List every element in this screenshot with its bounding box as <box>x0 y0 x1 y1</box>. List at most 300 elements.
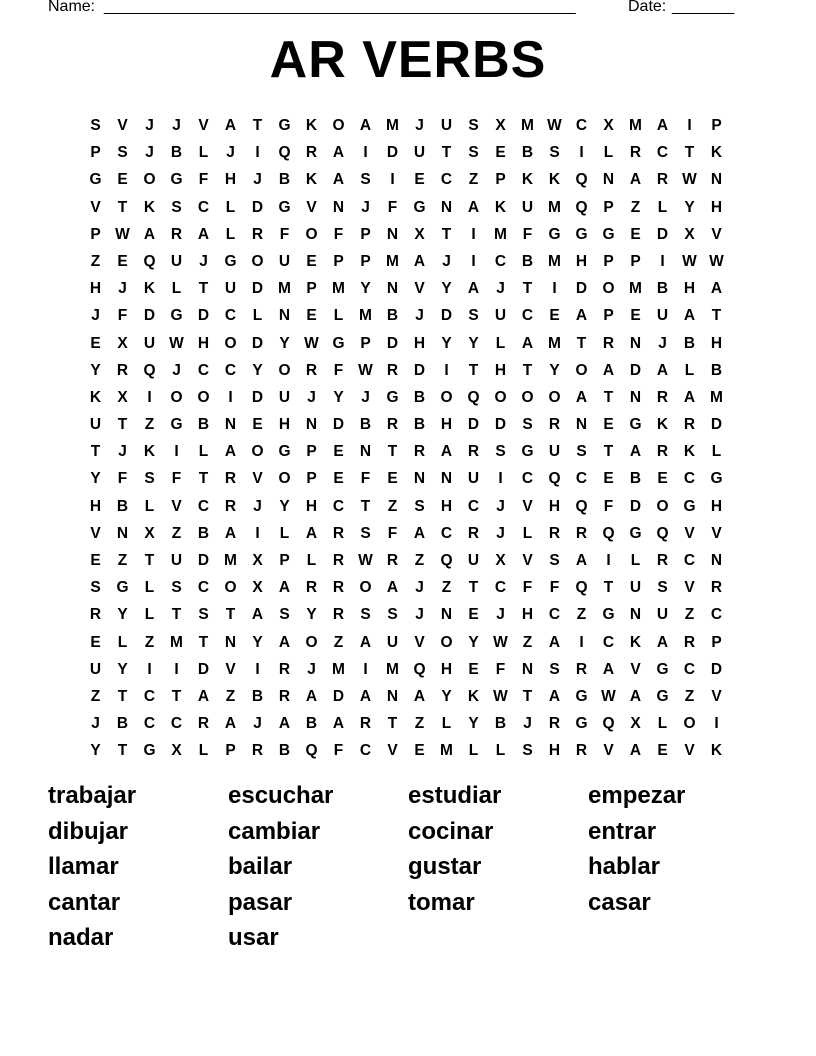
grid-letter: V <box>711 225 722 243</box>
grid-letter: H <box>305 497 318 515</box>
grid-letter: A <box>467 280 480 298</box>
grid-letter: Q <box>656 524 669 542</box>
grid-letter: R <box>467 443 480 461</box>
grid-letter: I <box>579 144 584 162</box>
grid-letter: F <box>333 225 344 243</box>
grid-letter: R <box>683 416 696 434</box>
grid-letter: P <box>306 470 317 488</box>
grid-letter: W <box>682 252 697 270</box>
grid-letter: Y <box>90 742 101 760</box>
grid-letter: L <box>441 715 452 733</box>
grid-letter: R <box>305 579 318 597</box>
grid-letter: C <box>548 606 561 624</box>
grid-letter: Z <box>414 552 425 569</box>
grid-letter: H <box>197 334 210 352</box>
grid-letter: P <box>495 171 506 189</box>
grid-letter: L <box>603 144 614 162</box>
grid-letter: J <box>415 117 424 134</box>
grid-letter: D <box>332 416 345 434</box>
grid-letter: G <box>89 171 102 189</box>
grid-letter: A <box>548 687 561 705</box>
grid-letter: D <box>629 497 642 515</box>
grid-letter: T <box>198 470 209 488</box>
grid-letter: S <box>117 144 128 162</box>
grid-letter: L <box>198 742 209 760</box>
grid-letter: H <box>413 334 426 352</box>
grid-letter: V <box>90 198 101 216</box>
grid-letter: L <box>252 307 263 325</box>
grid-letter: R <box>629 144 642 162</box>
word-list-item: cantar <box>48 888 121 916</box>
grid-letter: A <box>602 660 615 678</box>
grid-letter: H <box>278 416 291 434</box>
grid-letter: N <box>710 171 723 189</box>
grid-letter: E <box>306 252 317 270</box>
grid-letter: C <box>710 606 723 624</box>
grid-letter: C <box>656 144 669 162</box>
grid-letter: B <box>251 687 264 705</box>
grid-letter: T <box>144 552 155 569</box>
grid-letter: I <box>228 388 233 406</box>
grid-letter: H <box>710 198 723 216</box>
grid-letter: L <box>144 606 155 624</box>
grid-letter: X <box>117 334 128 352</box>
grid-letter: R <box>467 524 480 542</box>
grid-letter: C <box>224 361 237 379</box>
grid-letter: P <box>360 252 371 270</box>
grid-letter: M <box>548 198 561 216</box>
grid-letter: H <box>710 334 723 352</box>
grid-letter: E <box>252 416 263 434</box>
grid-letter: A <box>575 388 588 406</box>
grid-letter: A <box>332 715 345 733</box>
grid-letter: A <box>359 687 372 705</box>
grid-letter: C <box>683 470 696 488</box>
grid-letter: J <box>118 280 127 298</box>
word-list-item: cambiar <box>228 817 321 845</box>
grid-letter: W <box>115 225 130 243</box>
grid-letter: N <box>710 552 723 569</box>
grid-letter: D <box>710 416 723 434</box>
grid-letter: P <box>630 252 641 270</box>
grid-letter: F <box>117 470 128 488</box>
grid-letter: D <box>413 361 426 379</box>
grid-letter: V <box>711 524 722 542</box>
grid-letter: U <box>170 252 183 270</box>
grid-letter: R <box>332 552 345 569</box>
grid-letter: S <box>198 606 209 624</box>
grid-letter: Z <box>522 633 533 651</box>
grid-letter: B <box>413 416 426 434</box>
grid-letter: P <box>603 307 614 325</box>
grid-letter: C <box>440 171 453 189</box>
grid-letter: D <box>710 660 723 678</box>
grid-letter: Y <box>117 606 128 624</box>
grid-letter: M <box>170 633 183 651</box>
grid-letter: G <box>683 497 696 515</box>
grid-letter: C <box>143 715 156 733</box>
grid-letter: L <box>198 144 209 162</box>
grid-letter: Z <box>684 606 695 624</box>
grid-letter: O <box>440 388 453 406</box>
grid-letter: E <box>90 552 101 569</box>
grid-letter: S <box>468 117 479 134</box>
grid-letter: V <box>684 524 695 542</box>
grid-letter: I <box>174 443 179 461</box>
grid-letter: A <box>575 552 588 569</box>
grid-letter: A <box>656 633 669 651</box>
grid-letter: O <box>170 388 183 406</box>
grid-letter: N <box>224 633 237 651</box>
grid-letter: X <box>252 579 263 597</box>
grid-letter: B <box>683 334 696 352</box>
grid-letter: S <box>549 552 560 569</box>
grid-letter: B <box>197 416 210 434</box>
grid-letter: J <box>253 497 262 515</box>
grid-letter: P <box>279 552 290 569</box>
grid-letter: G <box>386 388 399 406</box>
grid-letter: N <box>629 334 642 352</box>
grid-letter: E <box>90 633 101 651</box>
grid-letter: M <box>629 117 642 134</box>
word-list-item: trabajar <box>48 782 137 809</box>
grid-letter: L <box>630 552 641 569</box>
grid-letter: D <box>251 334 264 352</box>
grid-letter: G <box>656 660 669 678</box>
grid-letter: O <box>602 280 615 298</box>
grid-letter: P <box>360 225 371 243</box>
grid-letter: R <box>548 524 561 542</box>
grid-letter: A <box>251 606 264 624</box>
grid-letter: G <box>278 198 291 216</box>
grid-letter: N <box>440 198 453 216</box>
grid-letter: N <box>332 198 345 216</box>
grid-letter: Z <box>468 171 479 189</box>
grid-letter: K <box>143 198 156 216</box>
grid-letter: Q <box>602 524 615 542</box>
grid-letter: B <box>710 361 723 379</box>
grid-letter: K <box>710 742 723 760</box>
grid-letter: A <box>332 144 345 162</box>
grid-letter: R <box>332 579 345 597</box>
grid-letter: A <box>197 687 210 705</box>
grid-letter: C <box>197 579 210 597</box>
grid-letter: Q <box>575 579 588 597</box>
grid-letter: U <box>656 606 669 624</box>
grid-letter: U <box>494 307 507 325</box>
grid-letter: F <box>198 171 209 189</box>
grid-letter: A <box>224 715 237 733</box>
grid-letter: C <box>359 742 372 760</box>
grid-letter: B <box>629 470 642 488</box>
grid-letter: E <box>657 470 668 488</box>
grid-letter: Y <box>684 198 695 216</box>
grid-letter: B <box>197 524 210 542</box>
grid-letter: X <box>414 225 425 243</box>
grid-letter: E <box>549 307 560 325</box>
grid-letter: A <box>440 443 453 461</box>
grid-letter: E <box>90 334 101 352</box>
grid-letter: D <box>143 307 156 325</box>
grid-letter: E <box>117 171 128 189</box>
grid-letter: K <box>89 388 102 406</box>
grid-letter: D <box>494 416 507 434</box>
grid-letter: D <box>332 687 345 705</box>
grid-letter: R <box>656 443 669 461</box>
grid-letter: A <box>224 443 237 461</box>
grid-letter: R <box>224 470 237 488</box>
grid-letter: N <box>629 606 642 624</box>
grid-letter: T <box>603 388 614 406</box>
grid-letter: B <box>656 280 669 298</box>
grid-letter: N <box>116 524 129 542</box>
grid-letter: R <box>224 497 237 515</box>
grid-letter: C <box>332 497 345 515</box>
grid-letter: I <box>471 252 476 270</box>
grid-letter: R <box>116 361 129 379</box>
grid-letter: I <box>147 388 152 406</box>
grid-letter: J <box>253 715 262 733</box>
grid-letter: A <box>629 687 642 705</box>
grid-letter: J <box>361 388 370 406</box>
grid-letter: C <box>170 715 183 733</box>
grid-letter: M <box>386 117 399 134</box>
grid-letter: G <box>143 742 156 760</box>
word-list-item: nadar <box>48 924 114 951</box>
grid-letter: T <box>603 579 614 597</box>
grid-letter: S <box>468 307 479 325</box>
grid-letter: C <box>494 252 507 270</box>
grid-letter: G <box>170 416 183 434</box>
page-title: AR VERBS <box>269 31 547 89</box>
grid-letter: L <box>333 307 344 325</box>
grid-letter: M <box>332 660 345 678</box>
grid-letter: J <box>118 443 127 461</box>
grid-letter: V <box>711 687 722 705</box>
grid-letter: Z <box>117 552 128 569</box>
grid-letter: R <box>332 524 345 542</box>
grid-letter: J <box>91 715 100 733</box>
word-search-grid <box>82 112 730 765</box>
grid-letter: R <box>656 171 669 189</box>
grid-letter: A <box>224 524 237 542</box>
grid-letter: T <box>522 687 533 705</box>
grid-letter: U <box>170 552 183 569</box>
grid-letter: L <box>684 361 695 379</box>
grid-letter: L <box>495 742 506 760</box>
grid-letter: E <box>387 470 398 488</box>
grid-letter: J <box>415 606 424 624</box>
grid-letter: U <box>278 252 291 270</box>
grid-letter: I <box>606 552 611 569</box>
grid-letter: I <box>255 660 260 678</box>
grid-letter: N <box>386 225 399 243</box>
grid-letter: E <box>630 307 641 325</box>
grid-letter: P <box>711 633 722 651</box>
grid-letter: Q <box>575 171 588 189</box>
grid-letter: H <box>89 497 102 515</box>
grid-letter: O <box>224 334 237 352</box>
grid-letter: G <box>575 715 588 733</box>
grid-letter: F <box>117 307 128 325</box>
word-list-item: dibujar <box>48 817 129 845</box>
grid-letter: P <box>711 117 722 134</box>
grid-letter: U <box>467 552 480 569</box>
grid-letter: C <box>467 497 480 515</box>
grid-letter: I <box>174 660 179 678</box>
grid-letter: Q <box>575 198 588 216</box>
grid-letter: G <box>332 334 345 352</box>
grid-letter: Y <box>279 497 290 515</box>
grid-letter: A <box>548 633 561 651</box>
grid-letter: S <box>360 524 371 542</box>
grid-letter: I <box>255 524 260 542</box>
grid-letter: Z <box>576 606 587 624</box>
grid-letter: B <box>494 715 507 733</box>
grid-letter: G <box>548 225 561 243</box>
grid-letter: H <box>440 660 453 678</box>
grid-letter: Y <box>252 633 263 651</box>
grid-letter: G <box>224 252 237 270</box>
grid-letter: V <box>414 633 425 651</box>
grid-letter: J <box>523 715 532 733</box>
grid-letter: V <box>198 117 209 134</box>
grid-letter: W <box>493 633 508 651</box>
grid-letter: P <box>306 280 317 298</box>
grid-letter: S <box>549 660 560 678</box>
grid-letter: R <box>170 225 183 243</box>
grid-letter: U <box>629 579 642 597</box>
grid-letter: E <box>495 144 506 162</box>
grid-letter: S <box>657 579 668 597</box>
word-list-item: llamar <box>48 853 119 880</box>
grid-letter: F <box>495 660 506 678</box>
grid-letter: J <box>145 117 154 134</box>
grid-letter: X <box>603 117 614 134</box>
grid-letter: A <box>629 171 642 189</box>
grid-letter: G <box>521 443 534 461</box>
grid-letter: T <box>711 307 722 325</box>
grid-letter: V <box>684 742 695 760</box>
grid-letter: U <box>521 198 534 216</box>
grid-letter: W <box>358 552 373 569</box>
grid-letter: R <box>683 633 696 651</box>
grid-letter: N <box>305 416 318 434</box>
grid-letter: M <box>359 307 372 325</box>
grid-letter: H <box>224 171 237 189</box>
grid-letter: V <box>630 660 641 678</box>
grid-letter: S <box>144 470 155 488</box>
grid-letter: A <box>413 524 426 542</box>
grid-letter: T <box>441 225 452 243</box>
grid-letter: M <box>548 334 561 352</box>
grid-letter: Q <box>548 470 561 488</box>
grid-letter: E <box>414 171 425 189</box>
grid-letter: D <box>251 198 264 216</box>
word-list-item: entrar <box>588 817 657 845</box>
grid-letter: T <box>117 198 128 216</box>
grid-letter: A <box>467 198 480 216</box>
grid-letter: H <box>521 606 534 624</box>
grid-letter: Y <box>549 361 560 379</box>
grid-letter: A <box>710 280 723 298</box>
grid-letter: I <box>552 280 557 298</box>
grid-letter: O <box>251 443 264 461</box>
grid-letter: Q <box>575 497 588 515</box>
grid-letter: W <box>682 171 697 189</box>
grid-letter: O <box>440 633 453 651</box>
grid-letter: J <box>172 117 181 134</box>
grid-letter: L <box>117 633 128 651</box>
grid-letter: F <box>171 470 182 488</box>
grid-letter: D <box>575 280 588 298</box>
grid-letter: F <box>360 470 371 488</box>
grid-letter: M <box>440 742 453 760</box>
grid-letter: S <box>279 606 290 624</box>
grid-letter: R <box>575 660 588 678</box>
grid-letter: A <box>224 117 237 134</box>
grid-letter: G <box>602 225 615 243</box>
grid-letter: J <box>658 334 667 352</box>
grid-letter: O <box>143 171 156 189</box>
grid-letter: O <box>305 633 318 651</box>
grid-letter: O <box>197 388 210 406</box>
grid-letter: L <box>468 742 479 760</box>
grid-letter: Z <box>90 252 101 270</box>
grid-letter: G <box>710 470 723 488</box>
word-list-item: pasar <box>228 888 293 916</box>
grid-letter: Y <box>441 334 452 352</box>
grid-letter: T <box>441 144 452 162</box>
grid-letter: F <box>387 524 398 542</box>
grid-letter: Z <box>333 633 344 651</box>
grid-letter: Y <box>468 633 479 651</box>
grid-letter: U <box>386 633 399 651</box>
grid-letter: E <box>603 416 614 434</box>
grid-letter: O <box>332 117 345 134</box>
grid-letter: A <box>656 361 669 379</box>
grid-letter: E <box>333 470 344 488</box>
grid-letter: G <box>656 687 669 705</box>
grid-letter: M <box>332 280 345 298</box>
grid-letter: Y <box>441 280 452 298</box>
grid-letter: P <box>90 225 101 243</box>
grid-letter: H <box>575 252 588 270</box>
grid-letter: A <box>683 307 696 325</box>
grid-letter: C <box>602 633 615 651</box>
grid-letter: T <box>198 633 209 651</box>
grid-letter: D <box>197 307 210 325</box>
grid-letter: G <box>170 171 183 189</box>
grid-letter: I <box>363 660 368 678</box>
grid-letter: D <box>386 334 399 352</box>
grid-letter: S <box>522 416 533 434</box>
header-fields <box>48 0 748 20</box>
grid-letter: Y <box>468 715 479 733</box>
grid-letter: J <box>91 307 100 325</box>
grid-letter: C <box>197 198 210 216</box>
word-list <box>48 778 768 956</box>
grid-letter: N <box>359 443 372 461</box>
grid-letter: K <box>710 144 723 162</box>
grid-letter: A <box>413 687 426 705</box>
grid-letter: M <box>521 117 534 134</box>
grid-letter: T <box>468 579 479 597</box>
grid-letter: N <box>224 416 237 434</box>
grid-letter: W <box>358 361 373 379</box>
grid-letter: V <box>522 552 533 569</box>
grid-letter: I <box>471 225 476 243</box>
